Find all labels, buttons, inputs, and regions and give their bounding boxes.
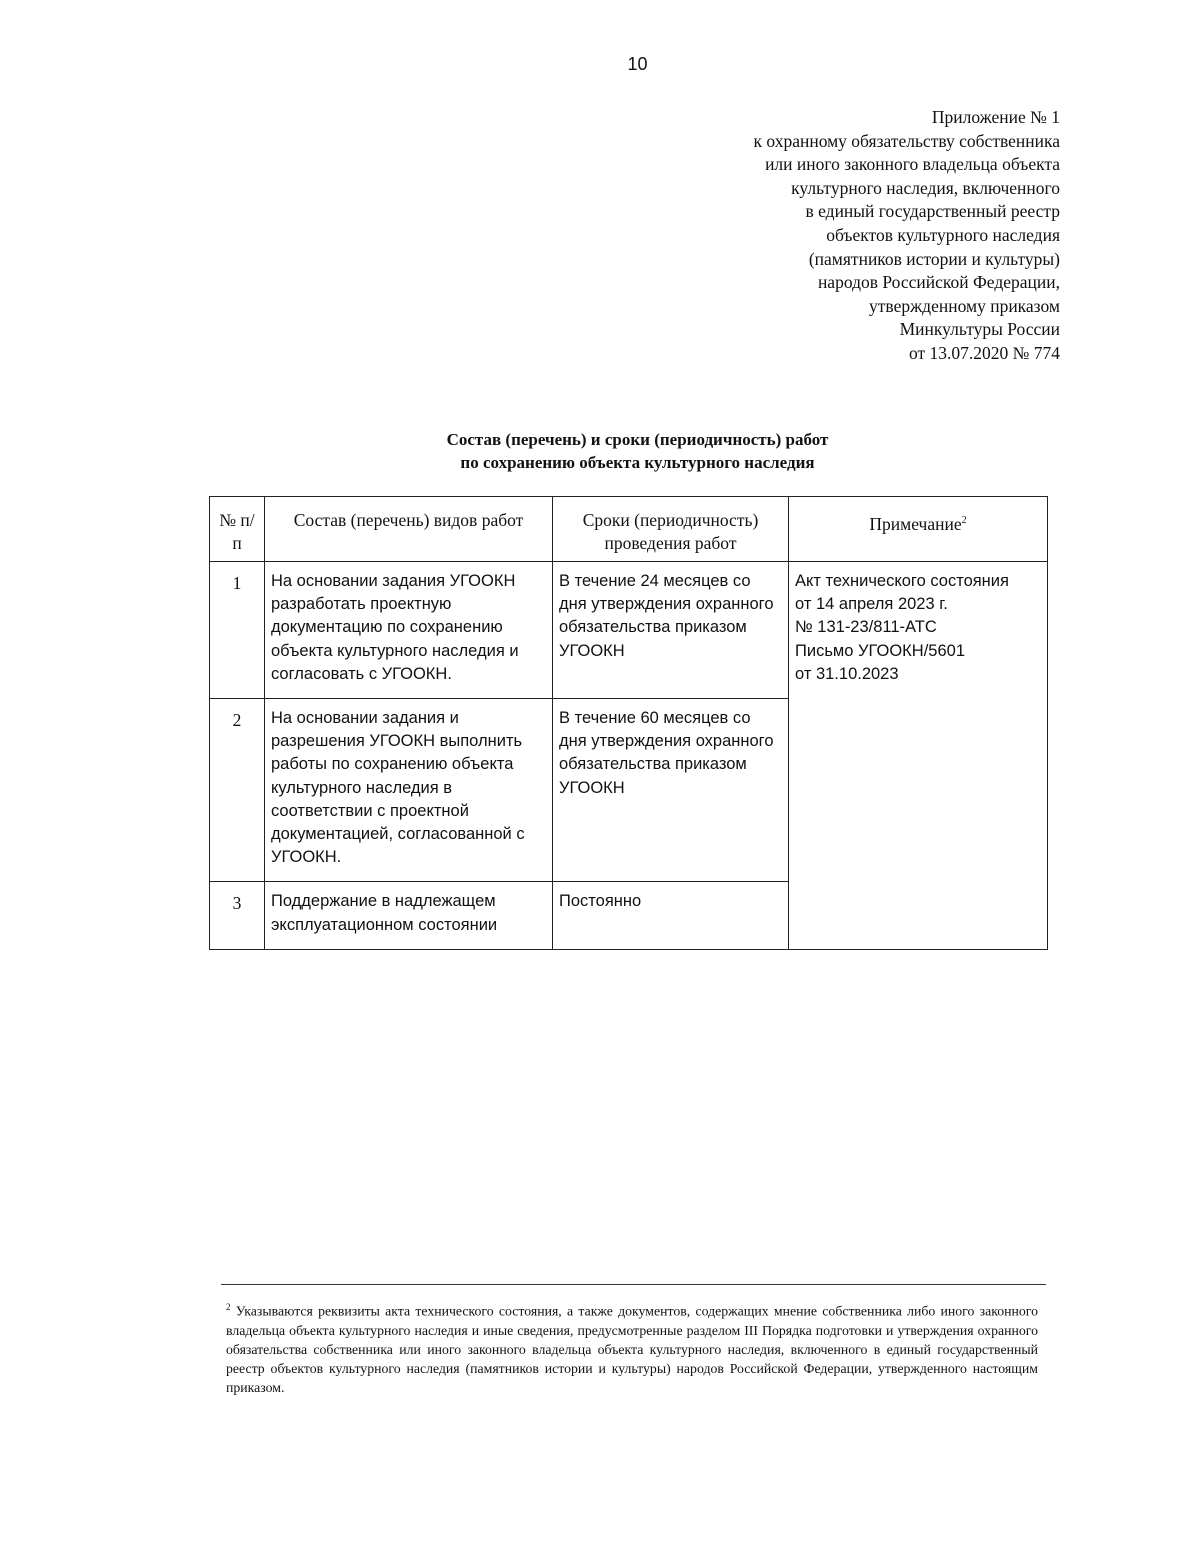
row-works: На основании задания и разрешения УГООКН выполнить работы по сохранению объекта культурного наследия в соответствии с проектной документацией, согласованной с УГООКН. (265, 699, 553, 882)
works-table (209, 496, 1048, 950)
appendix-line: культурного наследия, включенного (791, 177, 1060, 198)
footnote-ref: 2 (961, 515, 967, 526)
appendix-line: или иного законного владельца объекта (765, 154, 1060, 175)
header-note-label: Примечание (869, 513, 962, 534)
note-line: Акт технического состояния (795, 572, 1009, 590)
header-terms: Сроки (периодичность) проведения работ (553, 497, 789, 562)
appendix-line: народов Российской Федерации, (817, 272, 1060, 293)
header-note (789, 497, 1048, 562)
table-header-row (210, 497, 1048, 562)
appendix-line: объектов культурного наследия (826, 224, 1060, 245)
appendix-line: Минкультуры России (899, 319, 1060, 340)
appendix-line: от 13.07.2020 № 774 (909, 342, 1060, 363)
document-title (0, 428, 1200, 474)
header-works: Состав (перечень) видов работ (265, 497, 553, 562)
row-works: Поддержание в надлежащем эксплуатационном состоянии (265, 882, 553, 949)
title-line: Состав (перечень) и сроки (периодичность) работ (446, 430, 829, 449)
note-line: Письмо УГООКН/5601 (795, 641, 966, 660)
row-works: На основании задания УГООКН разработать проектную документацию по сохранению объекта культурного наследия и согласовать с УГООКН. (265, 562, 553, 699)
page-number: 10 (627, 54, 648, 74)
note-line: от 31.10.2023 (795, 664, 899, 683)
note-line: от 14 апреля 2023 г. (795, 595, 948, 614)
appendix-line: Приложение № 1 (931, 107, 1060, 127)
appendix-line: утвержденному приказом (869, 295, 1060, 316)
row-terms: Постоянно (553, 882, 789, 949)
header-num: № п/п (210, 497, 265, 562)
table-row (210, 562, 1048, 699)
appendix-reference (754, 106, 1061, 366)
appendix-line: к охранному обязательству собственника (753, 130, 1060, 151)
row-terms: В течение 24 месяцев со дня утверждения охранного обязательства приказом УГООКН (553, 562, 789, 699)
row-num: 1 (210, 562, 265, 699)
footnote (226, 1298, 1038, 1397)
row-num: 3 (210, 882, 265, 949)
footnote-divider (221, 1284, 1046, 1285)
appendix-line: в единый государственный реестр (805, 201, 1060, 222)
note-line: № 131-23/811-АТС (795, 618, 937, 637)
footnote-text: Указываются реквизиты акта технического состояния, а также документов, содержащих мнение собственника либо иного законного владельца объекта культурного наследия и иные сведения, предусмотренные разделом III Порядка подготовки и утверждения охранного обязательства собственника или иного законного владельца объекта культурного наследия, включенного в единый государственный реестр объектов культурного наследия (памятников истории и культуры) народов Российской Федерации, утвержденного настоящим приказом. (226, 1303, 1038, 1395)
title-line: по сохранению объекта культурного наследия (460, 453, 815, 472)
row-num: 2 (210, 699, 265, 882)
row-note (789, 562, 1048, 950)
footnote-marker: 2 (226, 1302, 231, 1312)
row-terms: В течение 60 месяцев со дня утверждения охранного обязательства приказом УГООКН (553, 699, 789, 882)
appendix-line: (памятников истории и культуры) (808, 248, 1060, 269)
